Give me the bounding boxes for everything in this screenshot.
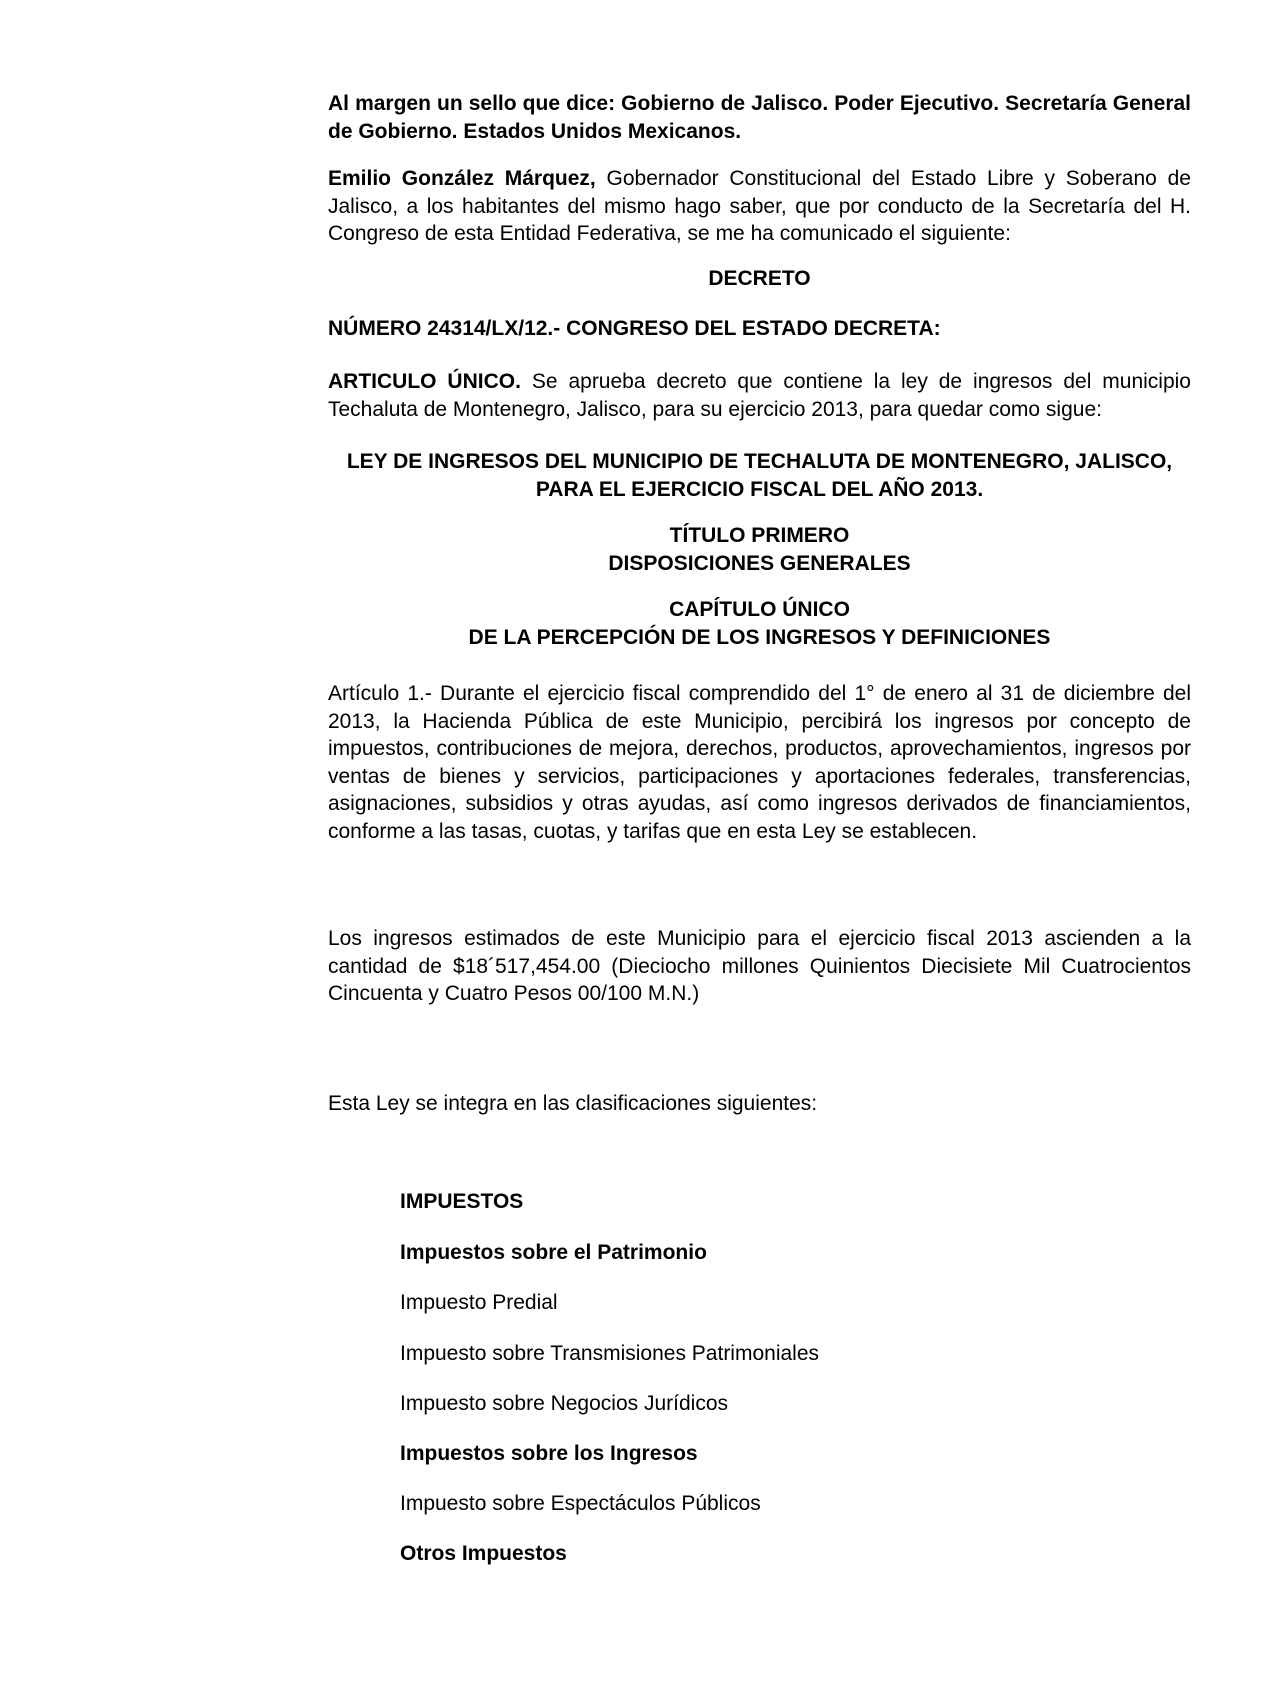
classification-item: Impuestos sobre los Ingresos <box>400 1442 698 1465</box>
governor-text: Gobernador Constitucional del Estado Libre y Soberano de Jalisco, a los habitantes del mismo hago saber, que por conducto de la Secretaría del H. Congreso de esta Entidad Federativa, se me ha comunicado el siguiente: <box>328 167 1191 245</box>
classifications-intro: Esta Ley se integra en las clasificaciones siguientes: <box>328 1092 818 1115</box>
governor-paragraph <box>328 165 1191 248</box>
classification-item: IMPUESTOS <box>400 1190 524 1213</box>
classification-item: Otros Impuestos <box>400 1542 567 1565</box>
classification-item: Impuesto sobre Negocios Jurídicos <box>400 1392 728 1415</box>
single-article-text: Se aprueba decreto que contiene la ley de ingresos del municipio Techaluta de Montenegro, Jalisco, para su ejercicio 2013, para quedar como sigue: <box>328 370 1191 421</box>
title-heading-line-1: TÍTULO PRIMERO <box>669 524 850 547</box>
classification-item: Impuesto sobre Transmisiones Patrimoniales <box>400 1342 820 1365</box>
law-title-line-2: PARA EL EJERCICIO FISCAL DEL AÑO 2013. <box>535 477 984 501</box>
classification-item: Impuestos sobre el Patrimonio <box>400 1241 707 1264</box>
law-title-line-1: LEY DE INGRESOS DEL MUNICIPIO DE TECHALUTA DE MONTENEGRO, JALISCO, <box>346 450 1173 473</box>
governor-name: Emilio González Márquez, <box>328 167 596 190</box>
chapter-heading-line-2: DE LA PERCEPCIÓN DE LOS INGRESOS Y DEFINICIONES <box>468 625 1051 649</box>
chapter-heading-line-1: CAPÍTULO ÚNICO <box>669 598 850 621</box>
classification-item: Impuesto Predial <box>400 1291 558 1314</box>
seal-note: Al margen un sello que dice: Gobierno de Jalisco. Poder Ejecutivo. Secretaría General de Gobierno. Estados Unidos Mexicanos. <box>328 92 1191 143</box>
law-title <box>328 448 1191 503</box>
title-heading-line-2: DISPOSICIONES GENERALES <box>608 551 911 575</box>
chapter-heading <box>328 596 1191 651</box>
single-article-paragraph <box>328 368 1191 423</box>
title-heading <box>328 522 1191 577</box>
decree-title: DECRETO <box>708 267 811 290</box>
estimated-income-paragraph: Los ingresos estimados de este Municipio para el ejercicio fiscal 2013 ascienden a la cantidad de $18´517,454.00 (Dieciocho millones Quinientos Diecisiete Mil Cuatrocientos Cincuenta y Cuatro Pesos 00/100 M.N.) <box>328 927 1191 1005</box>
single-article-label: ARTICULO ÚNICO. <box>328 370 521 393</box>
article-1-paragraph: Artículo 1.- Durante el ejercicio fiscal comprendido del 1° de enero al 31 de diciembre del 2013, la Hacienda Pública de este Municipio, percibirá los ingresos por concepto de impuestos, contribuciones de mejora, derechos, productos, aprovechamientos, ingresos por ventas de bienes y servicios, participaciones y aportaciones federales, transferencias, asignaciones, subsidios y otras ayudas, así como ingresos derivados de financiamientos, conforme a las tasas, cuotas, y tarifas que en esta Ley se establecen. <box>328 682 1191 843</box>
classification-item: Impuesto sobre Espectáculos Públicos <box>400 1492 761 1515</box>
decree-number: NÚMERO 24314/LX/12.- CONGRESO DEL ESTADO DECRETA: <box>328 317 941 340</box>
